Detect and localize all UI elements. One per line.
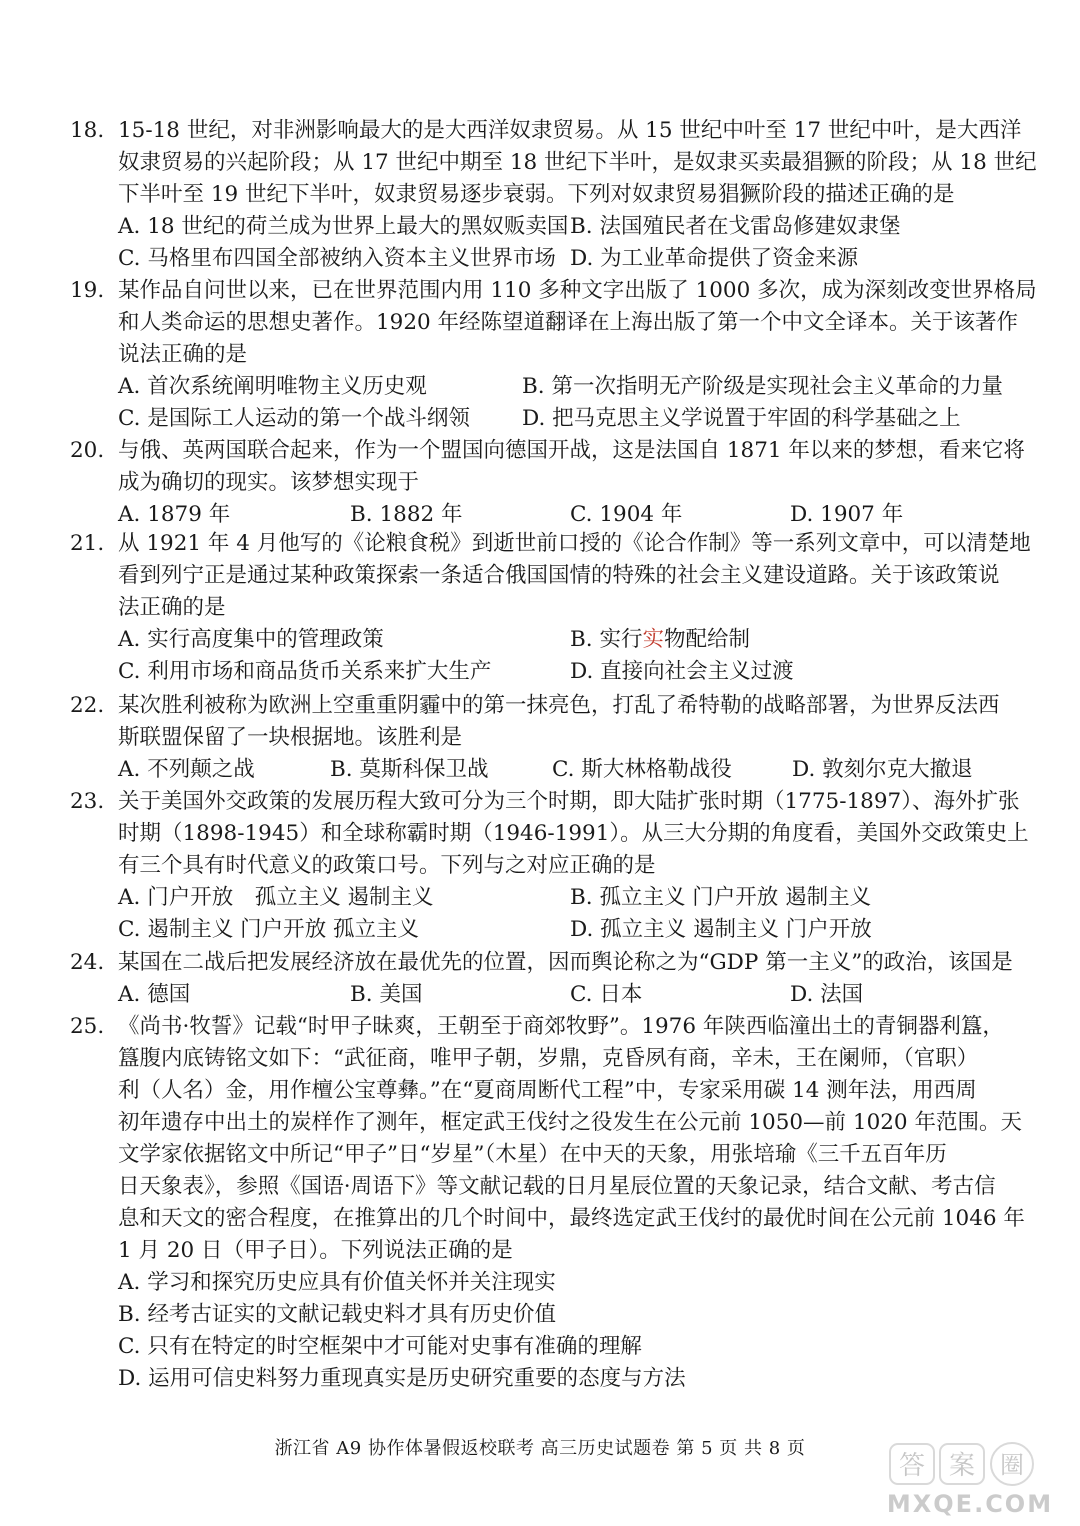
option-c: C. 日本	[570, 982, 643, 1007]
option-row	[70, 1299, 1020, 1331]
option-a: A. 实行高度集中的管理政策	[118, 627, 384, 652]
option-c: C. 是国际工人运动的第一个战斗纲领	[118, 406, 470, 431]
svg-text:答: 答	[898, 1451, 926, 1481]
option-b: B. 法国殖民者在戈雷岛修建奴隶堡	[570, 214, 901, 239]
watermark-logo	[850, 1440, 1070, 1520]
option-a: A. 1879 年	[118, 502, 231, 527]
question-number: 23.	[70, 789, 105, 814]
question-stem-line: 奴隶贸易的兴起阶段；从 17 世纪中期至 18 世纪下半叶，是奴隶买卖最猖獗的阶段；从 18 世纪	[118, 150, 1037, 175]
question-stem-line: 日天象表》，参照《国语·周语下》等文献记载的日月星辰位置的天象记录，结合文献、考古信	[118, 1174, 996, 1199]
page-footer: 浙江省 A9 协作体暑假返校联考 高三历史试题卷 第 5 页 共 8 页	[274, 1438, 806, 1459]
option-row	[70, 624, 1020, 656]
question-stem-line: 文学家依据铭文中所记“甲子”日“岁星”（木星）在中天的天象，用张培瑜《三千五百年历	[118, 1142, 947, 1167]
question-stem-line: 与俄、英两国联合起来，作为一个盟国向德国开战，这是法国自 1871 年以来的梦想，看来它将	[118, 438, 1025, 463]
question-stem-line: 某国在二战后把发展经济放在最优先的位置，因而舆论称之为“GDP 第一主义”的政治，该国是	[118, 950, 1013, 975]
option-row	[70, 754, 1020, 786]
option-c: C. 1904 年	[570, 502, 683, 527]
option-row	[70, 1331, 1020, 1363]
question-number: 20.	[70, 438, 105, 463]
option-a: A. 18 世纪的荷兰成为世界上最大的黑奴贩卖国	[118, 214, 569, 239]
option-d: D. 敦刻尔克大撤退	[792, 757, 973, 782]
option-d: D. 直接向社会主义过渡	[570, 659, 794, 684]
question-number: 21.	[70, 531, 105, 556]
option-row	[70, 403, 1020, 435]
question-stem-line: 下半叶至 19 世纪下半叶，奴隶贸易逐步衰弱。下列对奴隶贸易猖獗阶段的描述正确的是	[118, 182, 955, 207]
option-row	[70, 371, 1020, 403]
option-row	[70, 1363, 1020, 1395]
question-number: 18.	[70, 118, 105, 143]
option-row	[70, 1267, 1020, 1299]
question-stem-line: 初年遗存中出土的炭样作了测年，框定武王伐纣之役发生在公元前 1050—前 1020 年范围。天	[118, 1110, 1022, 1135]
question-stem-line: 关于美国外交政策的发展历程大致可分为三个时期，即大陆扩张时期（1775-1897）、海外扩张	[118, 789, 1020, 814]
option-row	[70, 499, 1020, 531]
option-row	[70, 882, 1020, 914]
question-stem-line: 15-18 世纪，对非洲影响最大的是大西洋奴隶贸易。从 15 世纪中叶至 17 世纪中叶，是大西洋	[118, 118, 1022, 143]
option-c: C. 马格里布四国全部被纳入资本主义世界市场	[118, 246, 556, 271]
question-stem-line: 成为确切的现实。该梦想实现于	[118, 470, 420, 495]
option-b: B. 经考古证实的文献记载史料才具有历史价值	[118, 1302, 556, 1327]
option-c: C. 只有在特定的时空框架中才可能对史事有准确的理解	[118, 1334, 642, 1359]
question-21	[70, 528, 1031, 688]
option-a: A. 不列颠之战	[118, 757, 255, 782]
question-24	[70, 947, 1020, 1011]
option-b: B. 第一次指明无产阶级是实现社会主义革命的力量	[522, 374, 1003, 399]
option-a: A. 德国	[118, 982, 191, 1007]
question-stem-line: 息和天文的密合程度，在推算出的几个时间中，最终选定武王伐纣的最优时间在公元前 1046 年	[118, 1206, 1025, 1231]
question-22	[70, 690, 1020, 786]
svg-text:圈: 圈	[1000, 1451, 1024, 1479]
option-c: C. 利用市场和商品货币关系来扩大生产	[118, 659, 492, 684]
question-stem-line: 时期（1898-1945）和全球称霸时期（1946-1991）。从三大分期的角度看，美国外交政策史上	[118, 821, 1029, 846]
question-18	[70, 115, 1037, 275]
option-d: D. 法国	[790, 982, 864, 1007]
question-stem-line: 《尚书·牧誓》记载“时甲子昧爽，王朝至于商郊牧野”。1976 年陕西临潼出土的青铜器利簋，	[118, 1014, 1004, 1039]
red-character: 实	[642, 627, 664, 652]
option-d: D. 1907 年	[790, 502, 904, 527]
question-stem-line: 说法正确的是	[118, 342, 248, 367]
option-b: B. 实行实物配给制	[570, 627, 750, 652]
question-stem-line: 斯联盟保留了一块根据地。该胜利是	[118, 725, 463, 750]
option-row	[70, 979, 1020, 1011]
question-stem-line: 某次胜利被称为欧洲上空重重阴霾中的第一抹亮色，打乱了希特勒的战略部署，为世界反法西	[118, 693, 1000, 718]
question-20	[70, 435, 1025, 531]
option-b: B. 1882 年	[350, 502, 463, 527]
option-b: B. 莫斯科保卫战	[330, 757, 489, 782]
question-stem-line: 某作品自问世以来，已在世界范围内用 110 多种文字出版了 1000 多次，成为深刻改变世界格局	[118, 278, 1037, 303]
option-c: C. 斯大林格勒战役	[552, 757, 732, 782]
option-a: A. 首次系统阐明唯物主义历史观	[118, 374, 427, 399]
option-row	[70, 243, 1020, 275]
option-b: B. 孤立主义 门户开放 遏制主义	[570, 885, 872, 910]
question-number: 25.	[70, 1014, 105, 1039]
question-stem-line: 簋腹内底铸铭文如下：“武征商，唯甲子朝，岁鼎，克昏夙有商，辛未，王在阑师，（官职）	[118, 1046, 979, 1071]
option-d: D. 孤立主义 遏制主义 门户开放	[570, 917, 872, 942]
question-stem-line: 法正确的是	[118, 595, 226, 620]
question-23	[70, 786, 1029, 946]
question-25	[70, 1011, 1025, 1395]
question-stem-line: 从 1921 年 4 月他写的《论粮食税》到逝世前口授的《论合作制》等一系列文章中，可以清楚地	[118, 531, 1031, 556]
svg-text:案: 案	[948, 1451, 976, 1481]
question-stem-line: 有三个具有时代意义的政策口号。下列与之对应正确的是	[118, 853, 656, 878]
option-d: D. 运用可信史料努力重现真实是历史研究重要的态度与方法	[118, 1366, 686, 1391]
option-row	[70, 914, 1020, 946]
question-stem-line: 看到列宁正是通过某种政策探索一条适合俄国国情的特殊的社会主义建设道路。关于该政策说	[118, 563, 1000, 588]
svg-text:MXQE.COM: MXQE.COM	[886, 1490, 1054, 1518]
question-stem-line: 和人类命运的思想史著作。1920 年经陈望道翻译在上海出版了第一个中文全译本。关于该著作	[118, 310, 1019, 335]
question-number: 19.	[70, 278, 105, 303]
option-a: A. 门户开放 孤立主义 遏制主义	[118, 885, 434, 910]
option-row	[70, 656, 1020, 688]
option-b: B. 美国	[350, 982, 423, 1007]
question-stem-line: 1 月 20 日（甲子日）。下列说法正确的是	[118, 1238, 513, 1263]
option-row	[70, 211, 1020, 243]
option-c: C. 遏制主义 门户开放 孤立主义	[118, 917, 420, 942]
question-19	[70, 275, 1037, 435]
question-number: 24.	[70, 950, 105, 975]
question-stem-line: 利（人名）金，用作檀公宝尊彝。”在“夏商周断代工程”中，专家采用碳 14 测年法，用西周	[118, 1078, 977, 1103]
option-a: A. 学习和探究历史应具有价值关怀并关注现实	[118, 1270, 556, 1295]
question-number: 22.	[70, 693, 105, 718]
option-d: D. 把马克思主义学说置于牢固的科学基础之上	[522, 406, 961, 431]
option-d: D. 为工业革命提供了资金来源	[570, 246, 859, 271]
